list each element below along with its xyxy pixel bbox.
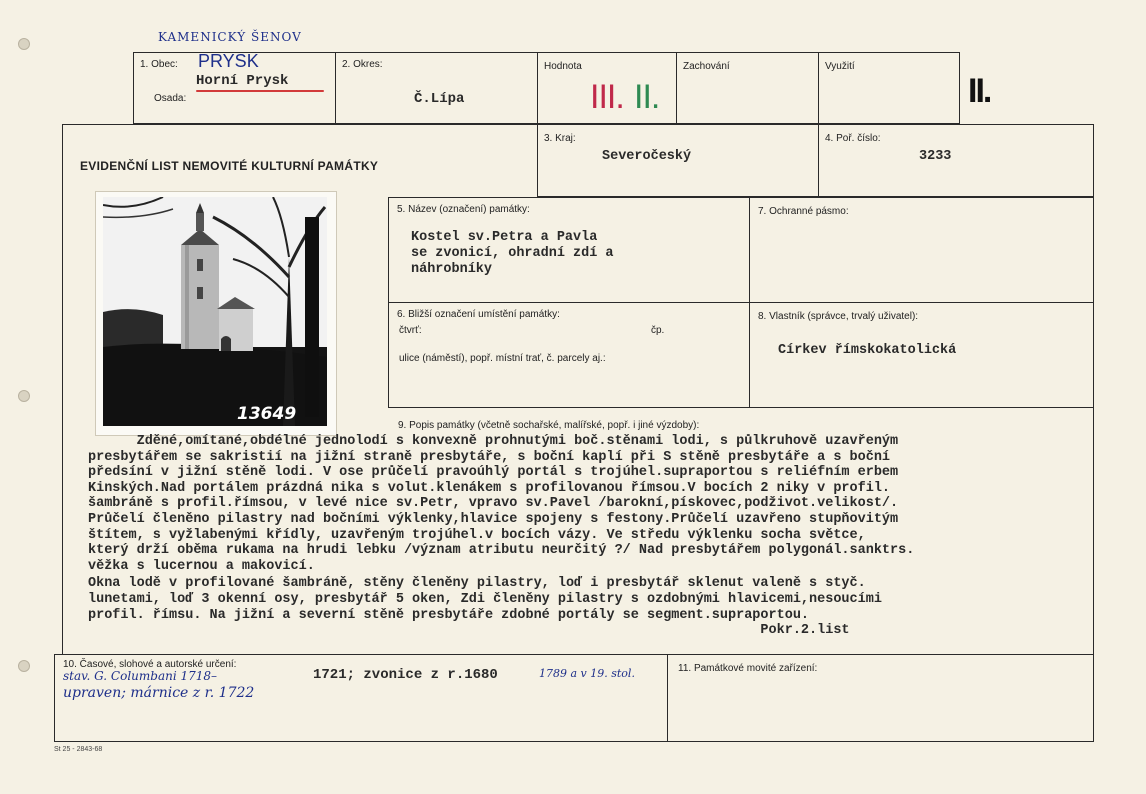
red-underline xyxy=(196,90,324,92)
casove-hand-2: 1789 a v 19. stol. xyxy=(539,667,635,680)
por-cislo-value: 3233 xyxy=(919,149,952,164)
card-title: EVIDENČNÍ LIST NEMOVITÉ KULTURNÍ PAMÁTKY xyxy=(80,159,379,173)
description-line: štítem, s vyžlabenými křídly, uzavřeným trojúhel.v bocích vázy. Ve středu výklenku socha světce, xyxy=(88,527,866,543)
cp-label: čp. xyxy=(651,325,665,336)
description-line: který drží oběma rukama na hrudi lebku /význam atributu neurčitý ?/ Nad presbytářem polygonál.sanktrs. xyxy=(88,543,915,559)
osada-label: Osada: xyxy=(154,93,187,104)
punch-hole xyxy=(18,660,30,672)
nazev-label: 5. Název (označení) památky: xyxy=(397,204,530,215)
punch-hole xyxy=(18,38,30,50)
ochranne-label: 7. Ochranné pásmo: xyxy=(758,206,849,217)
obec-value: PRYSK xyxy=(198,51,259,71)
description xyxy=(88,434,1108,639)
umisteni-label: 6. Bližší označení umístění památky: xyxy=(397,309,560,320)
nazev-box xyxy=(388,197,750,303)
nazev-line-2: se zvonicí, ohradní zdí a xyxy=(411,246,614,261)
osada-value: Horní Prysk xyxy=(196,73,289,89)
vlastnik-label: 8. Vlastník (správce, trvalý uživatel): xyxy=(758,311,919,322)
ctvrt-label: čtvrť: xyxy=(399,325,422,336)
okres-value: Č.Lípa xyxy=(414,91,465,107)
hodnota-box xyxy=(537,52,677,124)
obec-label: 1. Obec: xyxy=(140,59,178,70)
umisteni-box xyxy=(388,302,750,408)
por-cislo-label: 4. Poř. číslo: xyxy=(825,133,881,144)
movite-box xyxy=(667,654,1094,742)
nazev-line-3: náhrobníky xyxy=(411,262,493,277)
movite-label: 11. Památkové movité zařízení: xyxy=(678,663,818,674)
casove-hand-1: stav. G. Columbani 1718– xyxy=(63,669,218,683)
description-line: šambráně s profil.římsou, v levé nice sv.Petr, vpravo sv.Pavel /barokní,pískovec,podživot.velikost/. xyxy=(88,496,899,512)
por-cislo-box xyxy=(818,124,1094,197)
ochranne-box xyxy=(749,197,1094,303)
category-value: II. xyxy=(968,72,991,110)
description-line: Zděné,omítané,obdélné jednolodí s konvexně prohnutými boč.stěnami lodi, s půlkruhově uzavřeným xyxy=(88,434,899,449)
photo-number: 13649 xyxy=(237,404,297,424)
popis-label: 9. Popis památky (včetně sochařské, malířské, popř. i jiné výzdoby): xyxy=(398,420,700,431)
form-code: St 25 - 2843-68 xyxy=(54,746,103,753)
casove-hand-3: upraven; márnice z r. 1722 xyxy=(63,685,255,701)
casove-box xyxy=(54,654,668,742)
description-line: věžka s lucernou a makovicí. xyxy=(88,558,315,574)
description-line: Průčelí členěno pilastry nad bočními výklenky,hlavice spojeny s festony.Průčelí uzavřeno stupňovitým xyxy=(88,511,899,527)
description-line: presbytářem se sakristií na jižní straně presbytáře, s boční kaplí při S stěně presbytáře a s boční xyxy=(88,449,891,465)
kraj-label: 3. Kraj: xyxy=(544,133,576,144)
description-line: Okna lodě v profilované šambráně, stěny členěny pilastry, loď i presbytář sklenut valeně s styč. xyxy=(88,576,866,592)
header-note: KAMENICKÝ ŠENOV xyxy=(158,30,302,44)
description-line: profil. římsu. Na jižní a severní stěně presbytáře zdobné portály se segment.supraportou. xyxy=(88,607,810,623)
church-photo-image xyxy=(103,197,327,426)
zachovani-box xyxy=(676,52,819,124)
hodnota-red: III. xyxy=(590,78,624,116)
vyuziti-label: Využití xyxy=(825,61,855,72)
vyuziti-box xyxy=(818,52,960,124)
nazev-line-1: Kostel sv.Petra a Pavla xyxy=(411,230,598,245)
casove-label: 10. Časové, slohové a autorské určení: xyxy=(63,659,237,670)
kraj-box xyxy=(537,124,819,197)
church-photo xyxy=(103,197,327,426)
okres-box xyxy=(335,52,538,124)
description-line: Pokr.2.list xyxy=(88,623,850,639)
hodnota-green: II. xyxy=(634,78,660,116)
description-line: předsíní v jižní stěně lodi. V ose průčelí pravoúhlý portál s trojúhel.supraportou s reliéfním erbem xyxy=(88,465,899,481)
description-line: Kinských.Nad portálem prázdná nika s volut.klenákem s profilovanou římsou.V bocích 2 niky v profil. xyxy=(88,480,891,496)
description-line: lunetami, loď 3 okenní osy, presbytář 5 oken, Zdi členěny pilastry s ozdobnými hlavicemi,nesoucími xyxy=(88,591,882,607)
casove-typed: 1721; zvonice z r.1680 xyxy=(313,667,498,683)
zachovani-label: Zachování xyxy=(683,61,730,72)
vlastnik-value: Církev římskokatolická xyxy=(778,343,957,358)
okres-label: 2. Okres: xyxy=(342,59,383,70)
punch-hole xyxy=(18,390,30,402)
ulice-label: ulice (náměstí), popř. místní trať, č. parcely aj.: xyxy=(399,353,606,364)
vlastnik-box xyxy=(749,302,1094,408)
kraj-value: Severočeský xyxy=(602,149,692,164)
hodnota-label: Hodnota xyxy=(544,61,582,72)
obec-box xyxy=(133,52,336,124)
